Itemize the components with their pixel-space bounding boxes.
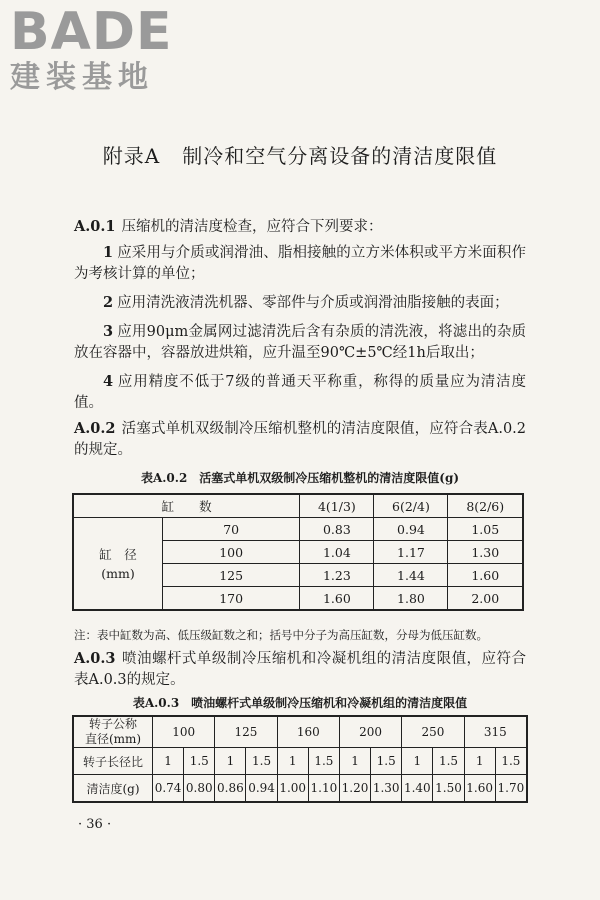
diameter-cell: 160 — [277, 716, 339, 748]
value-cell: 1.30 — [448, 541, 523, 564]
row-header-label: 缸 径 — [99, 546, 137, 562]
ratio-cell: 1 — [153, 748, 184, 775]
value-cell: 1.80 — [374, 587, 448, 611]
ratio-label: 转子长径比 — [73, 748, 153, 775]
value-cell: 1.05 — [448, 518, 523, 541]
cleanliness-cell: 1.00 — [277, 775, 308, 803]
clause-text: 活塞式单机双级制冷压缩机整机的清洁度限值，应符合表A.0.2的规定。 — [74, 421, 526, 458]
appendix-label: 附录A — [102, 144, 161, 168]
value-cell: 1.04 — [300, 541, 374, 564]
cleanliness-cell: 0.86 — [215, 775, 246, 803]
ratio-cell: 1 — [339, 748, 370, 775]
appendix-title — [0, 140, 600, 169]
ratio-cell: 1 — [402, 748, 433, 775]
diameter-cell: 125 — [215, 716, 277, 748]
header-label: 转子公称 — [88, 717, 137, 731]
cleanliness-cell: 1.60 — [464, 775, 495, 803]
header-cell — [73, 716, 153, 748]
cleanliness-cell: 1.50 — [433, 775, 464, 803]
diameter-cell: 315 — [464, 716, 527, 748]
clause-text: 喷油螺杆式单级制冷压缩机和冷凝机组的清洁度限值，应符合表A.0.3的规定。 — [74, 651, 526, 688]
table-corner: 缸 数 — [73, 494, 300, 518]
item-text: 应用清洗液清洗机器、零部件与介质或润滑油脂接触的表面； — [117, 295, 509, 311]
cleanliness-cell: 0.74 — [153, 775, 184, 803]
clause-id: A.0.2 — [74, 420, 116, 437]
item-number: 2 — [103, 294, 114, 311]
item-number: 1 — [103, 244, 114, 261]
diameter-cell: 250 — [402, 716, 464, 748]
table-caption: 表A.0.2 活塞式单机双级制冷压缩机整机的清洁度限值(g) — [140, 471, 460, 485]
ratio-cell: 1.5 — [308, 748, 339, 775]
table-a02 — [72, 493, 524, 611]
diameter-cell: 100 — [153, 716, 215, 748]
value-cell: 2.00 — [448, 587, 523, 611]
cleanliness-cell: 1.20 — [339, 775, 370, 803]
item-text: 应用精度不低于7级的普通天平称重，称得的质量应为清洁度值。 — [74, 374, 526, 411]
ratio-cell: 1.5 — [184, 748, 215, 775]
ratio-cell: 1.5 — [495, 748, 527, 775]
cleanliness-cell: 0.80 — [184, 775, 215, 803]
item-text: 应用90μm金属网过滤清洗后含有杂质的清洗液，将滤出的杂质放在容器中，容器放进烘箱，应升温至90℃±5℃经1h后取出； — [74, 324, 526, 361]
value-cell: 1.44 — [374, 564, 448, 587]
bore-cell: 100 — [163, 541, 300, 564]
value-cell: 1.17 — [374, 541, 448, 564]
ratio-cell: 1 — [464, 748, 495, 775]
value-cell: 1.60 — [300, 587, 374, 611]
item-number: 3 — [103, 323, 114, 340]
value-cell: 1.60 — [448, 564, 523, 587]
cleanliness-cell: 1.10 — [308, 775, 339, 803]
column-header: 8(2/6) — [448, 494, 523, 518]
clause-id: A.0.3 — [74, 650, 116, 667]
column-header: 4(1/3) — [300, 494, 374, 518]
value-cell: 0.83 — [300, 518, 374, 541]
header-unit: 直径(mm) — [84, 732, 142, 746]
value-cell: 1.23 — [300, 564, 374, 587]
row-header-unit: (mm) — [101, 565, 135, 581]
table-a03 — [72, 715, 528, 803]
bore-cell: 170 — [163, 587, 300, 611]
cleanliness-cell: 1.40 — [402, 775, 433, 803]
bore-cell: 70 — [163, 518, 300, 541]
clause-id: A.0.1 — [74, 218, 116, 235]
ratio-cell: 1 — [215, 748, 246, 775]
row-header — [73, 518, 163, 611]
section-a03 — [74, 648, 526, 691]
bore-cell: 125 — [163, 564, 300, 587]
ratio-cell: 1.5 — [371, 748, 402, 775]
section-a01 — [74, 216, 526, 461]
logo-subtitle: 建装基地 — [10, 60, 154, 95]
item-text: 应采用与介质或润滑油、脂相接触的立方米体积或平方米面积作为考核计算的单位； — [74, 245, 526, 282]
diameter-cell: 200 — [339, 716, 401, 748]
cleanliness-label: 清洁度(g) — [73, 775, 153, 803]
cleanliness-cell: 1.30 — [371, 775, 402, 803]
logo — [10, 2, 180, 96]
cleanliness-cell: 1.70 — [495, 775, 527, 803]
table-note: 注：表中缸数为高、低压级缸数之和；括号中分子为高压缸数，分母为低压缸数。 — [74, 628, 488, 642]
logo-brand: BADE — [10, 2, 173, 62]
cleanliness-cell: 0.94 — [246, 775, 277, 803]
item-number: 4 — [103, 373, 114, 390]
value-cell: 0.94 — [374, 518, 448, 541]
column-header: 6(2/4) — [374, 494, 448, 518]
table-caption: 表A.0.3 喷油螺杆式单级制冷压缩机和冷凝机组的清洁度限值 — [132, 696, 468, 710]
ratio-cell: 1.5 — [246, 748, 277, 775]
clause-intro: 压缩机的清洁度检查，应符合下列要求： — [121, 219, 383, 235]
ratio-cell: 1 — [277, 748, 308, 775]
appendix-title-text: 制冷和空气分离设备的清洁度限值 — [182, 144, 498, 168]
page-number: · 36 · — [78, 817, 112, 832]
ratio-cell: 1.5 — [433, 748, 464, 775]
